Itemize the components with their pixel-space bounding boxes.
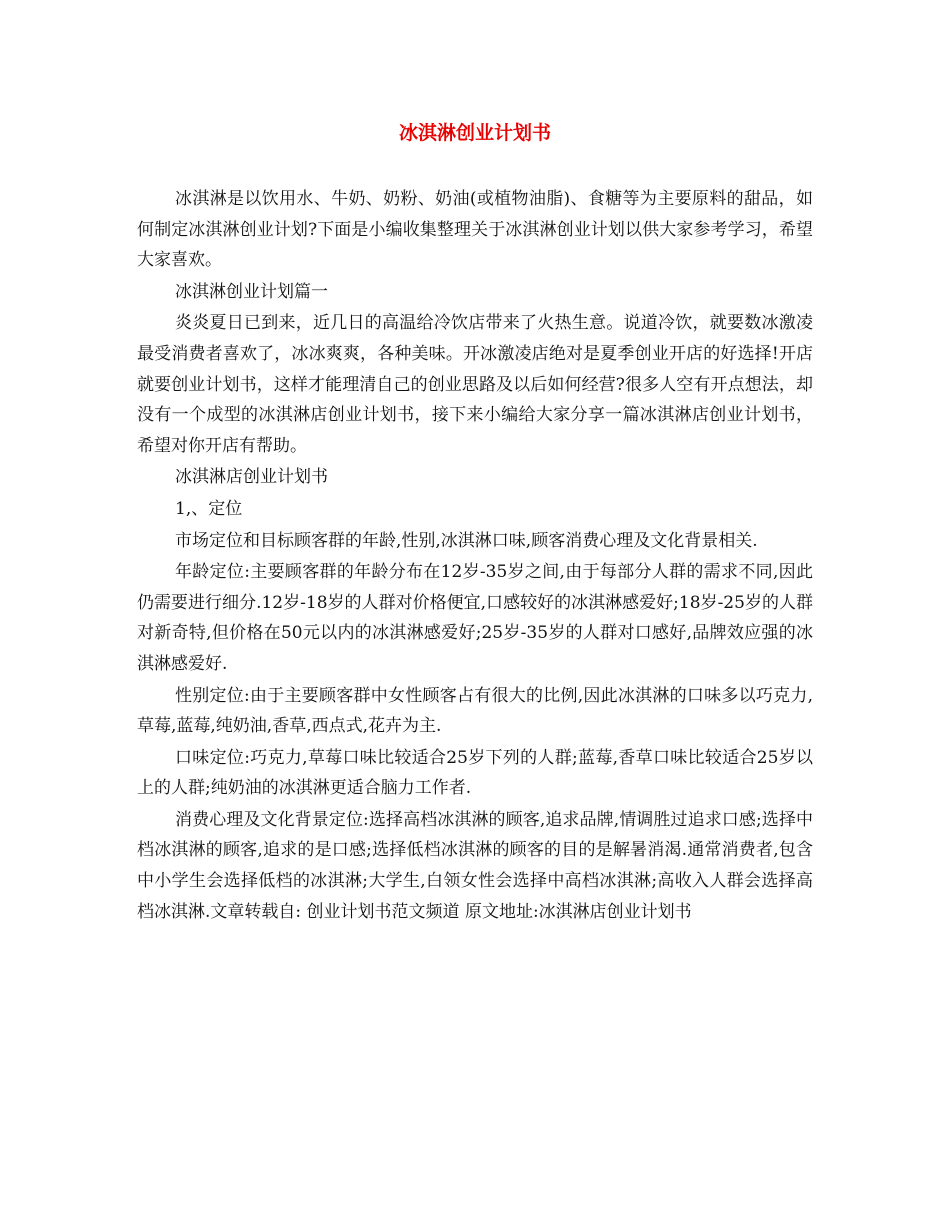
- paragraph-summer-shop: 炎炎夏日已到来，近几日的高温给冷饮店带来了火热生意。说道冷饮，就要数冰激凌最受消费者喜欢了，冰冰爽爽，各种美味。开冰激凌店绝对是夏季创业开店的好选择!开店就要创业计划书，这样才能理清自己的创业思路及以后如何经营?很多人空有开点想法，却没有一个成型的冰淇淋店创业计划书，接下来小编给大家分享一篇冰淇淋店创业计划书，希望对你开店有帮助。: [137, 313, 813, 456]
- document-body: [137, 184, 813, 927]
- document-title: 冰淇淋创业计划书: [398, 122, 551, 144]
- section-heading-positioning: 1,、定位: [175, 498, 243, 519]
- paragraph-consumer-psychology: 消费心理及文化背景定位:选择高档冰淇淋的顾客,追求品牌,情调胜过追求口感;选择中档冰淇淋的顾客,追求的是口感;选择低档冰淇淋的顾客的目的是解暑消渴.通常消费者,包含中小学生会选择低档的冰淇淋;大学生,白领女性会选择中高档冰淇淋;高收入人群会选择高档冰淇淋.文章转载自: 创业计划书范文频道 原文地址:冰淇淋店创业计划书: [137, 809, 813, 922]
- paragraph-intro: 冰淇淋是以饮用水、牛奶、奶粉、奶油(或植物油脂)、食糖等为主要原料的甜品，如何制定冰淇淋创业计划?下面是小编收集整理关于冰淇淋创业计划以供大家参考学习，希望大家喜欢。: [137, 189, 813, 271]
- section-heading-part-one: 冰淇淋创业计划篇一: [175, 281, 328, 302]
- paragraph-flavor-positioning: 口味定位:巧克力,草莓口味比较适合25岁下列的人群;蓝莓,香草口味比较适合25岁以上的人群;纯奶油的冰淇淋更适合脑力工作者.: [137, 747, 813, 799]
- paragraph-market-positioning: 市场定位和目标顾客群的年龄,性别,冰淇淋口味,顾客消费心理及文化背景相关.: [175, 530, 758, 551]
- section-heading-shop-plan: 冰淇淋店创业计划书: [175, 467, 328, 488]
- paragraph-age-positioning: 年龄定位:主要顾客群的年龄分布在12岁-35岁之间,由于每部分人群的需求不同,因此仍需要进行细分.12岁-18岁的人群对价格便宜,口感较好的冰淇淋感爱好;18岁-25岁的人群对新奇特,但价格在50元以内的冰淇淋感爱好;25岁-35岁的人群对口感好,品牌效应强的冰淇淋感爱好.: [137, 562, 813, 674]
- paragraph-gender-positioning: 性别定位:由于主要顾客群中女性顾客占有很大的比例,因此冰淇淋的口味多以巧克力,草莓,蓝莓,纯奶油,香草,西点式,花卉为主.: [137, 685, 813, 737]
